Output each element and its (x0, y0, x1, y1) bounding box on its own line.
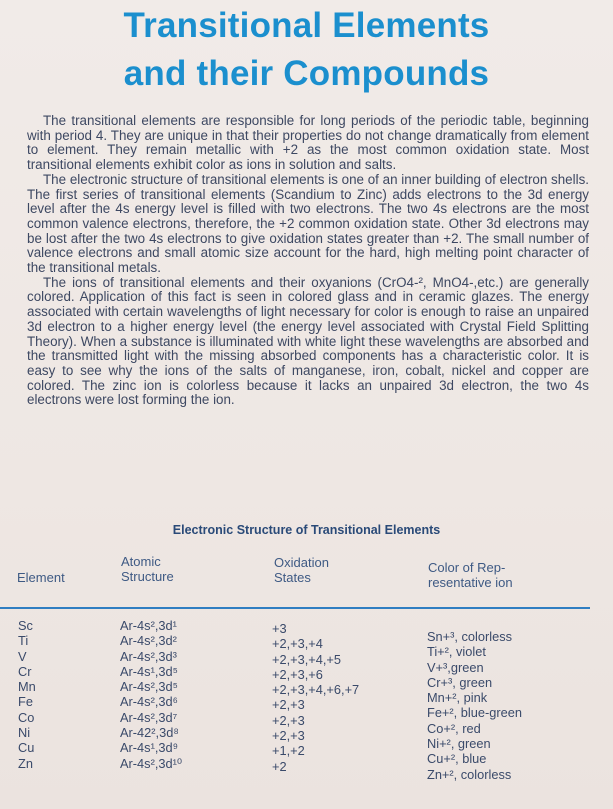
table-cell: +2,+3,+4,+5 (272, 651, 342, 667)
table-cell: Ni+², green (427, 736, 491, 752)
header-ox-line-2: States (274, 570, 311, 585)
table-cell: Ar-4s²,3d⁶ (120, 694, 178, 710)
header-ox-line-1: Oxidation (274, 555, 329, 570)
table-cell: Ar-4s²,3d⁷ (120, 709, 178, 725)
table-cell: Ar-4s²,3d³ (120, 648, 177, 664)
header-color-line-1: Color of Rep- (428, 560, 506, 575)
table-cell: Zn (18, 755, 33, 771)
header-element: Element (17, 570, 65, 585)
table-cell: Ti (18, 633, 29, 649)
column-oxidation-states (272, 621, 359, 774)
table-cell: +1,+2 (272, 743, 305, 759)
table-cell: Fe (18, 694, 33, 710)
table-cell: +2,+3 (272, 728, 305, 744)
table-cell: Ar-4s²,3d¹ (120, 618, 177, 633)
header-oxidation-states (274, 555, 329, 585)
table-cell: Co+², red (427, 720, 481, 736)
table-cell: Ar-4s²,3d¹⁰ (120, 755, 183, 771)
header-atomic-line-2: Structure (121, 569, 174, 584)
table-cell: +2,+3 (272, 697, 305, 713)
table-cell: +2,+3,+4 (272, 636, 323, 652)
table-cell: Ar-4s²,3d⁵ (120, 679, 178, 695)
table-cell: Ar-4s²,3d² (120, 633, 177, 649)
header-atomic-line-1: Atomic (121, 554, 161, 569)
table-cell: V (18, 648, 27, 664)
table-cell: +2,+3,+4,+6,+7 (272, 682, 360, 698)
table-cell: Cu (18, 740, 35, 756)
table-title: Electronic Structure of Transitional Elements (172, 523, 441, 537)
table-header-rule (0, 607, 590, 609)
table-cell: Ni (18, 725, 31, 741)
table-cell: Fe+², blue-green (427, 705, 522, 721)
table-cell: Ti+², violet (427, 644, 486, 660)
table-cell: Ar-4s¹,3d⁹ (120, 740, 179, 756)
table-cell: +2,+3 (272, 712, 305, 728)
title-line-2: and their Compounds (123, 54, 490, 93)
table-cell: +3 (272, 621, 287, 636)
table-cell: Mn (18, 679, 36, 695)
table-cell: Cr+³, green (427, 674, 493, 690)
body-text (27, 114, 589, 408)
paragraph-2: The electronic structure of transitional elements is one of an inner building of electron shells. The first series of transitional elements (Scandium to Zinc) adds electrons to the 3d energy level after the 4s energy level is filled with two electrons. The two 4s electrons are the most common valence electrons, therefore, the +2 common oxidation state. Other 3d electrons may be lost after the two 4s electrons to give oxidation states greater than +2. The small number of valence electrons and small atomic size account for the hard, high melting point character of the transitional metals. (27, 171, 589, 276)
column-atomic-structure (120, 618, 182, 771)
table-cell: Sc (18, 618, 33, 633)
table-cell: Sn+³, colorless (427, 629, 512, 644)
table-cell: Mn+², pink (427, 690, 488, 706)
paragraph-1: The transitional elements are responsible for long periods of the periodic table, beginning with period 4. They are unique in that their properties do not change dramatically from element to element. They remain metallic with +2 as the most common oxidation state. Most transitional elements exhibit color as ions in solution and salts. (27, 113, 589, 173)
page-title (0, 2, 613, 98)
column-element (18, 618, 36, 771)
header-atomic-structure (121, 554, 174, 584)
column-ion-color (427, 629, 522, 782)
paragraph-3: The ions of transitional elements and their oxyanions (CrO4-², MnO4-,etc.) are generally colored. Application of this fact is seen in colored glass and in ceramic glazes. The energy associated with certain wavelengths of light necessary for color is enough to raise an unpaired 3d electron to a higher energy level (the energy level associated with Crystal Field Splitting Theory). When a substance is illuminated with white light these wavelengths are absorbed and the transmitted light with the missing absorbed components has a characteristic color. It is easy to see why the ions of the salts of manganese, iron, cobalt, nickel and copper are colored. The zinc ion is colorless because it lacks an unpaired 3d electron, the two 4s electrons were lost forming the ion. (27, 274, 589, 408)
header-color-ion (428, 560, 513, 590)
table-cell: Ar-42²,3d⁸ (120, 725, 179, 741)
table-cell: V+³,green (427, 659, 484, 675)
table-cell: Co (18, 709, 35, 725)
table-cell: Ar-4s¹,3d⁵ (120, 663, 178, 679)
table-cell: Zn+², colorless (427, 766, 512, 782)
table-cell: +2,+3,+6 (272, 666, 323, 682)
table-cell: Cu+², blue (427, 751, 487, 767)
table-cell: +2 (272, 758, 287, 774)
header-color-line-2: resentative ion (428, 575, 513, 590)
table-cell: Cr (18, 663, 32, 679)
title-line-1: Transitional Elements (123, 6, 490, 45)
